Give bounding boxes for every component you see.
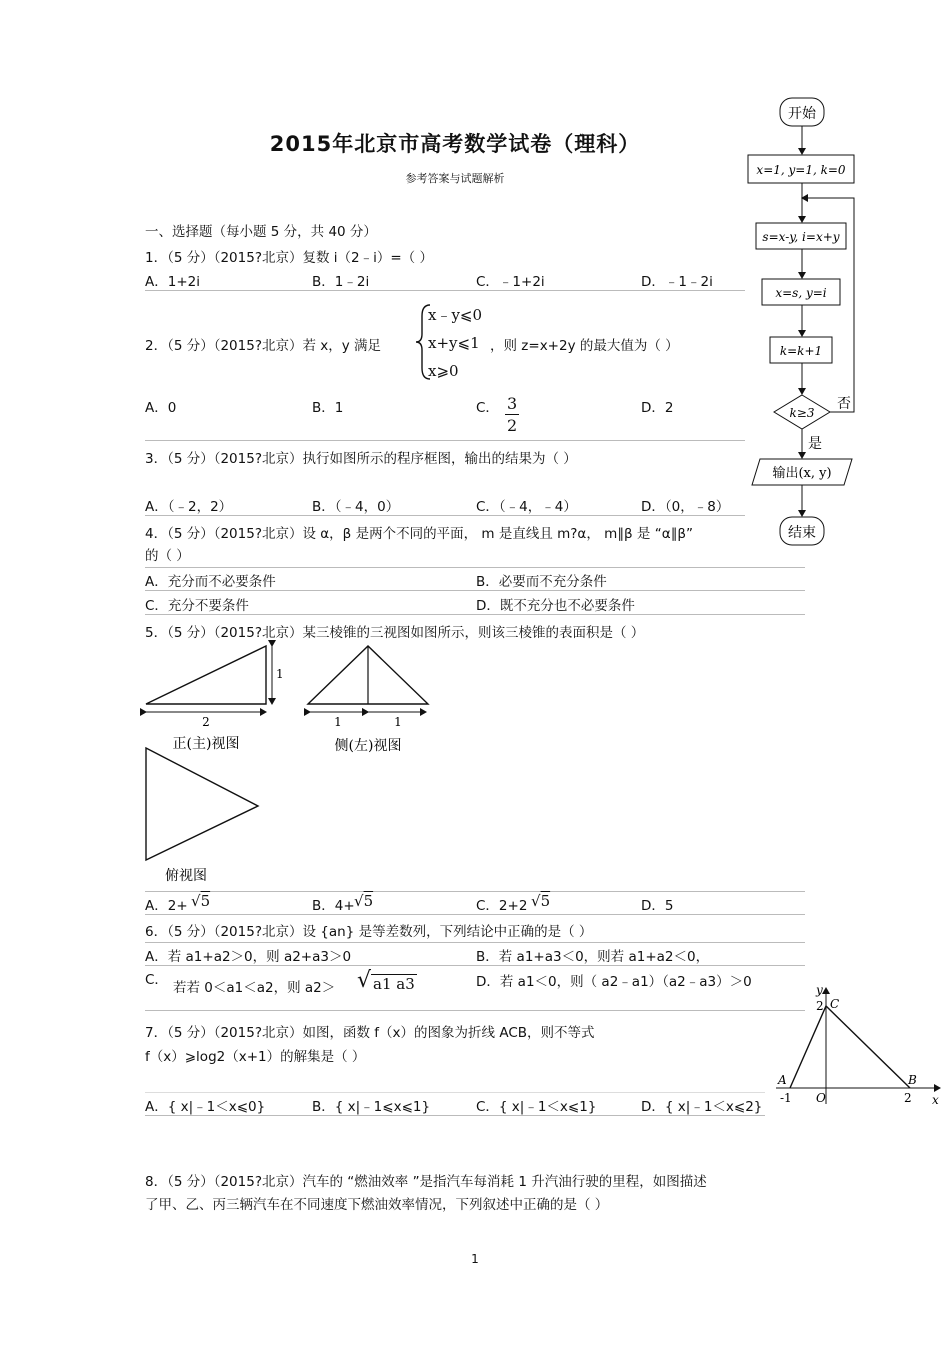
front-dim-1: 1	[276, 667, 284, 681]
flow-no: 否	[837, 396, 851, 412]
question-6: 6．（5 分）（2015?北京）设 {an} 是等差数列，下列结论中正确的是（ ）	[145, 924, 593, 940]
q2-option-d: D．2	[641, 400, 674, 416]
flow-output: 输出(x, y)	[772, 466, 832, 481]
question-2-prefix: 2．（5 分）（2015?北京）若 x，y 满足	[145, 338, 382, 354]
question-5: 5．（5 分）（2015?北京）某三棱锥的三视图如图所示，则该三棱锥的表面积是（ ）	[145, 625, 645, 641]
three-view-figure	[140, 640, 440, 890]
frac-numerator: 3	[507, 394, 518, 413]
front-dim-2: 2	[202, 715, 210, 729]
q6-options-row2	[145, 966, 805, 1011]
top-view-label: 俯视图	[165, 868, 207, 884]
q5-option-a: A．2+	[145, 898, 188, 914]
q5-b-radicand: 5	[363, 892, 374, 910]
q4-option-d: D．既不充分也不必要条件	[476, 598, 635, 614]
flow-yes: 是	[808, 436, 822, 452]
q7-option-c: C．{ x|﹣1＜x⩽1}	[476, 1099, 597, 1115]
question-4-line2: 的（ ）	[145, 548, 190, 564]
q6-option-b: B．若 a1+a3＜0，则若 a1+a2＜0，	[476, 949, 710, 965]
tick-x-2: 2	[904, 1091, 912, 1105]
constraint-3: x⩾0	[428, 362, 459, 380]
q2-option-c: C．	[476, 400, 499, 416]
frac-bar	[505, 414, 519, 415]
q3-option-d: D．（0，﹣8）	[641, 499, 730, 515]
q7-option-a: A．{ x|﹣1＜x⩽0}	[145, 1099, 266, 1115]
q3-options-row	[145, 493, 745, 516]
flow-start: 开始	[788, 106, 816, 122]
side-dim-1a: 1	[334, 715, 342, 729]
q6-option-c-radicand: a1 a3	[373, 975, 415, 993]
constraint-2: x+y⩽1	[428, 334, 480, 352]
q2-option-a: A．0	[145, 400, 177, 416]
q5-option-d: D．5	[641, 898, 674, 914]
question-3: 3．（5 分）（2015?北京）执行如图所示的程序框图，输出的结果为（ ）	[145, 451, 577, 467]
axis-y-label: y	[816, 983, 823, 997]
q3-option-c: C．（﹣4，﹣4）	[476, 499, 577, 515]
q6-option-c-text: 若若 0＜a1＜a2，则 a2＞	[173, 980, 336, 996]
q7-option-b: B．{ x|﹣1⩽x⩽1}	[312, 1099, 431, 1115]
q4-options-row2	[145, 592, 805, 615]
page-number: 1	[471, 1252, 479, 1266]
axis-x-label: x	[932, 1093, 939, 1107]
q5-c-radicand: 5	[540, 892, 551, 910]
q5-option-a-root: √5	[191, 892, 211, 910]
point-a-label: A	[778, 1073, 787, 1087]
front-view-triangle	[146, 646, 266, 704]
q4-options-row1	[145, 567, 805, 591]
q3-option-b: B．（﹣4，0）	[312, 499, 400, 515]
q5-a-radicand: 5	[200, 892, 211, 910]
point-c-label: C	[830, 997, 840, 1011]
question-7-line2: f（x）⩾log2（x+1）的解集是（ ）	[145, 1049, 366, 1065]
q2-options-row	[145, 392, 745, 441]
tick-x-minus1: -1	[780, 1091, 792, 1105]
flow-step2: x=s, y=i	[775, 286, 827, 300]
q2-option-b: B．1	[312, 400, 344, 416]
polyline-acb	[790, 1006, 910, 1088]
q1-options-row	[145, 268, 745, 291]
constraint-1: x﹣y⩽0	[428, 306, 483, 324]
q5-option-b-root: √5	[354, 892, 374, 910]
q6-option-d: D．若 a1＜0，则（ a2﹣a1）（a2﹣a3）＞0	[476, 974, 752, 990]
q4-option-a: A．充分而不必要条件	[145, 574, 276, 590]
q3-option-a: A．（﹣2，2）	[145, 499, 233, 515]
q7-options-row	[145, 1092, 765, 1116]
origin-label: O	[816, 1091, 826, 1105]
tick-y-2: 2	[816, 999, 824, 1013]
q6-options-row1	[145, 942, 805, 966]
front-view-label: 正(主)视图	[172, 736, 240, 752]
page-title: 2015年北京市高考数学试卷（理科）	[269, 132, 641, 156]
page-subtitle: 参考答案与试题解析	[405, 172, 505, 185]
flow-step1: s=x-y, i=x+y	[762, 230, 840, 244]
frac-denominator: 2	[507, 416, 518, 435]
top-view-triangle	[146, 748, 258, 860]
q6-option-c-root: √	[357, 968, 372, 993]
flow-init: x=1, y=1, k=0	[756, 163, 846, 177]
q1-option-d: D．﹣1﹣2i	[641, 274, 713, 290]
side-dim-1b: 1	[394, 715, 402, 729]
point-b-label: B	[908, 1073, 917, 1087]
question-8-line2: 了甲、乙、丙三辆汽车在不同速度下燃油效率情况，下列叙述中正确的是（ ）	[145, 1197, 609, 1213]
q5-option-c-root: √5	[531, 892, 551, 910]
q4-option-b: B．必要而不充分条件	[476, 574, 607, 590]
q6-option-c: C．	[145, 972, 168, 988]
question-8-line1: 8．（5 分）（2015?北京）汽车的 “燃油效率 ”是指汽车每消耗 1 升汽油行驶的里程，如图描述	[145, 1174, 707, 1190]
q7-option-d: D．{ x|﹣1＜x⩽2}	[641, 1099, 763, 1115]
q1-option-b: B．1﹣2i	[312, 274, 370, 290]
q4-option-c: C．充分不要条件	[145, 598, 249, 614]
q7-graph	[772, 978, 946, 1110]
q6-option-a: A．若 a1+a2＞0，则 a2+a3＞0	[145, 949, 352, 965]
flow-end: 结束	[788, 525, 816, 541]
question-4-line1: 4．（5 分）（2015?北京）设 α，β 是两个不同的平面， m 是直线且 m?α， m∥β 是 “α∥β”	[145, 526, 693, 542]
side-view-label: 侧(左)视图	[334, 738, 402, 754]
flow-step3: k=k+1	[779, 344, 823, 358]
question-1: 1．（5 分）（2015?北京）复数 i（2﹣i）=（ ）	[145, 250, 433, 266]
flow-cond: k≥3	[789, 406, 815, 420]
question-2-suffix: ，则 z=x+2y 的最大值为（ ）	[490, 338, 679, 354]
q5-option-c: C．2+2	[476, 898, 528, 914]
question-7-line1: 7．（5 分）（2015?北京）如图，函数 f（x）的图象为折线 ACB，则不等式	[145, 1025, 595, 1041]
section-heading: 一、选择题（每小题 5 分，共 40 分）	[145, 224, 377, 240]
q1-option-a: A．1+2i	[145, 274, 200, 290]
flowchart	[740, 92, 870, 552]
q5-option-b: B．4+	[312, 898, 355, 914]
q1-option-c: C．﹣1+2i	[476, 274, 545, 290]
q5-options-row	[145, 891, 805, 915]
